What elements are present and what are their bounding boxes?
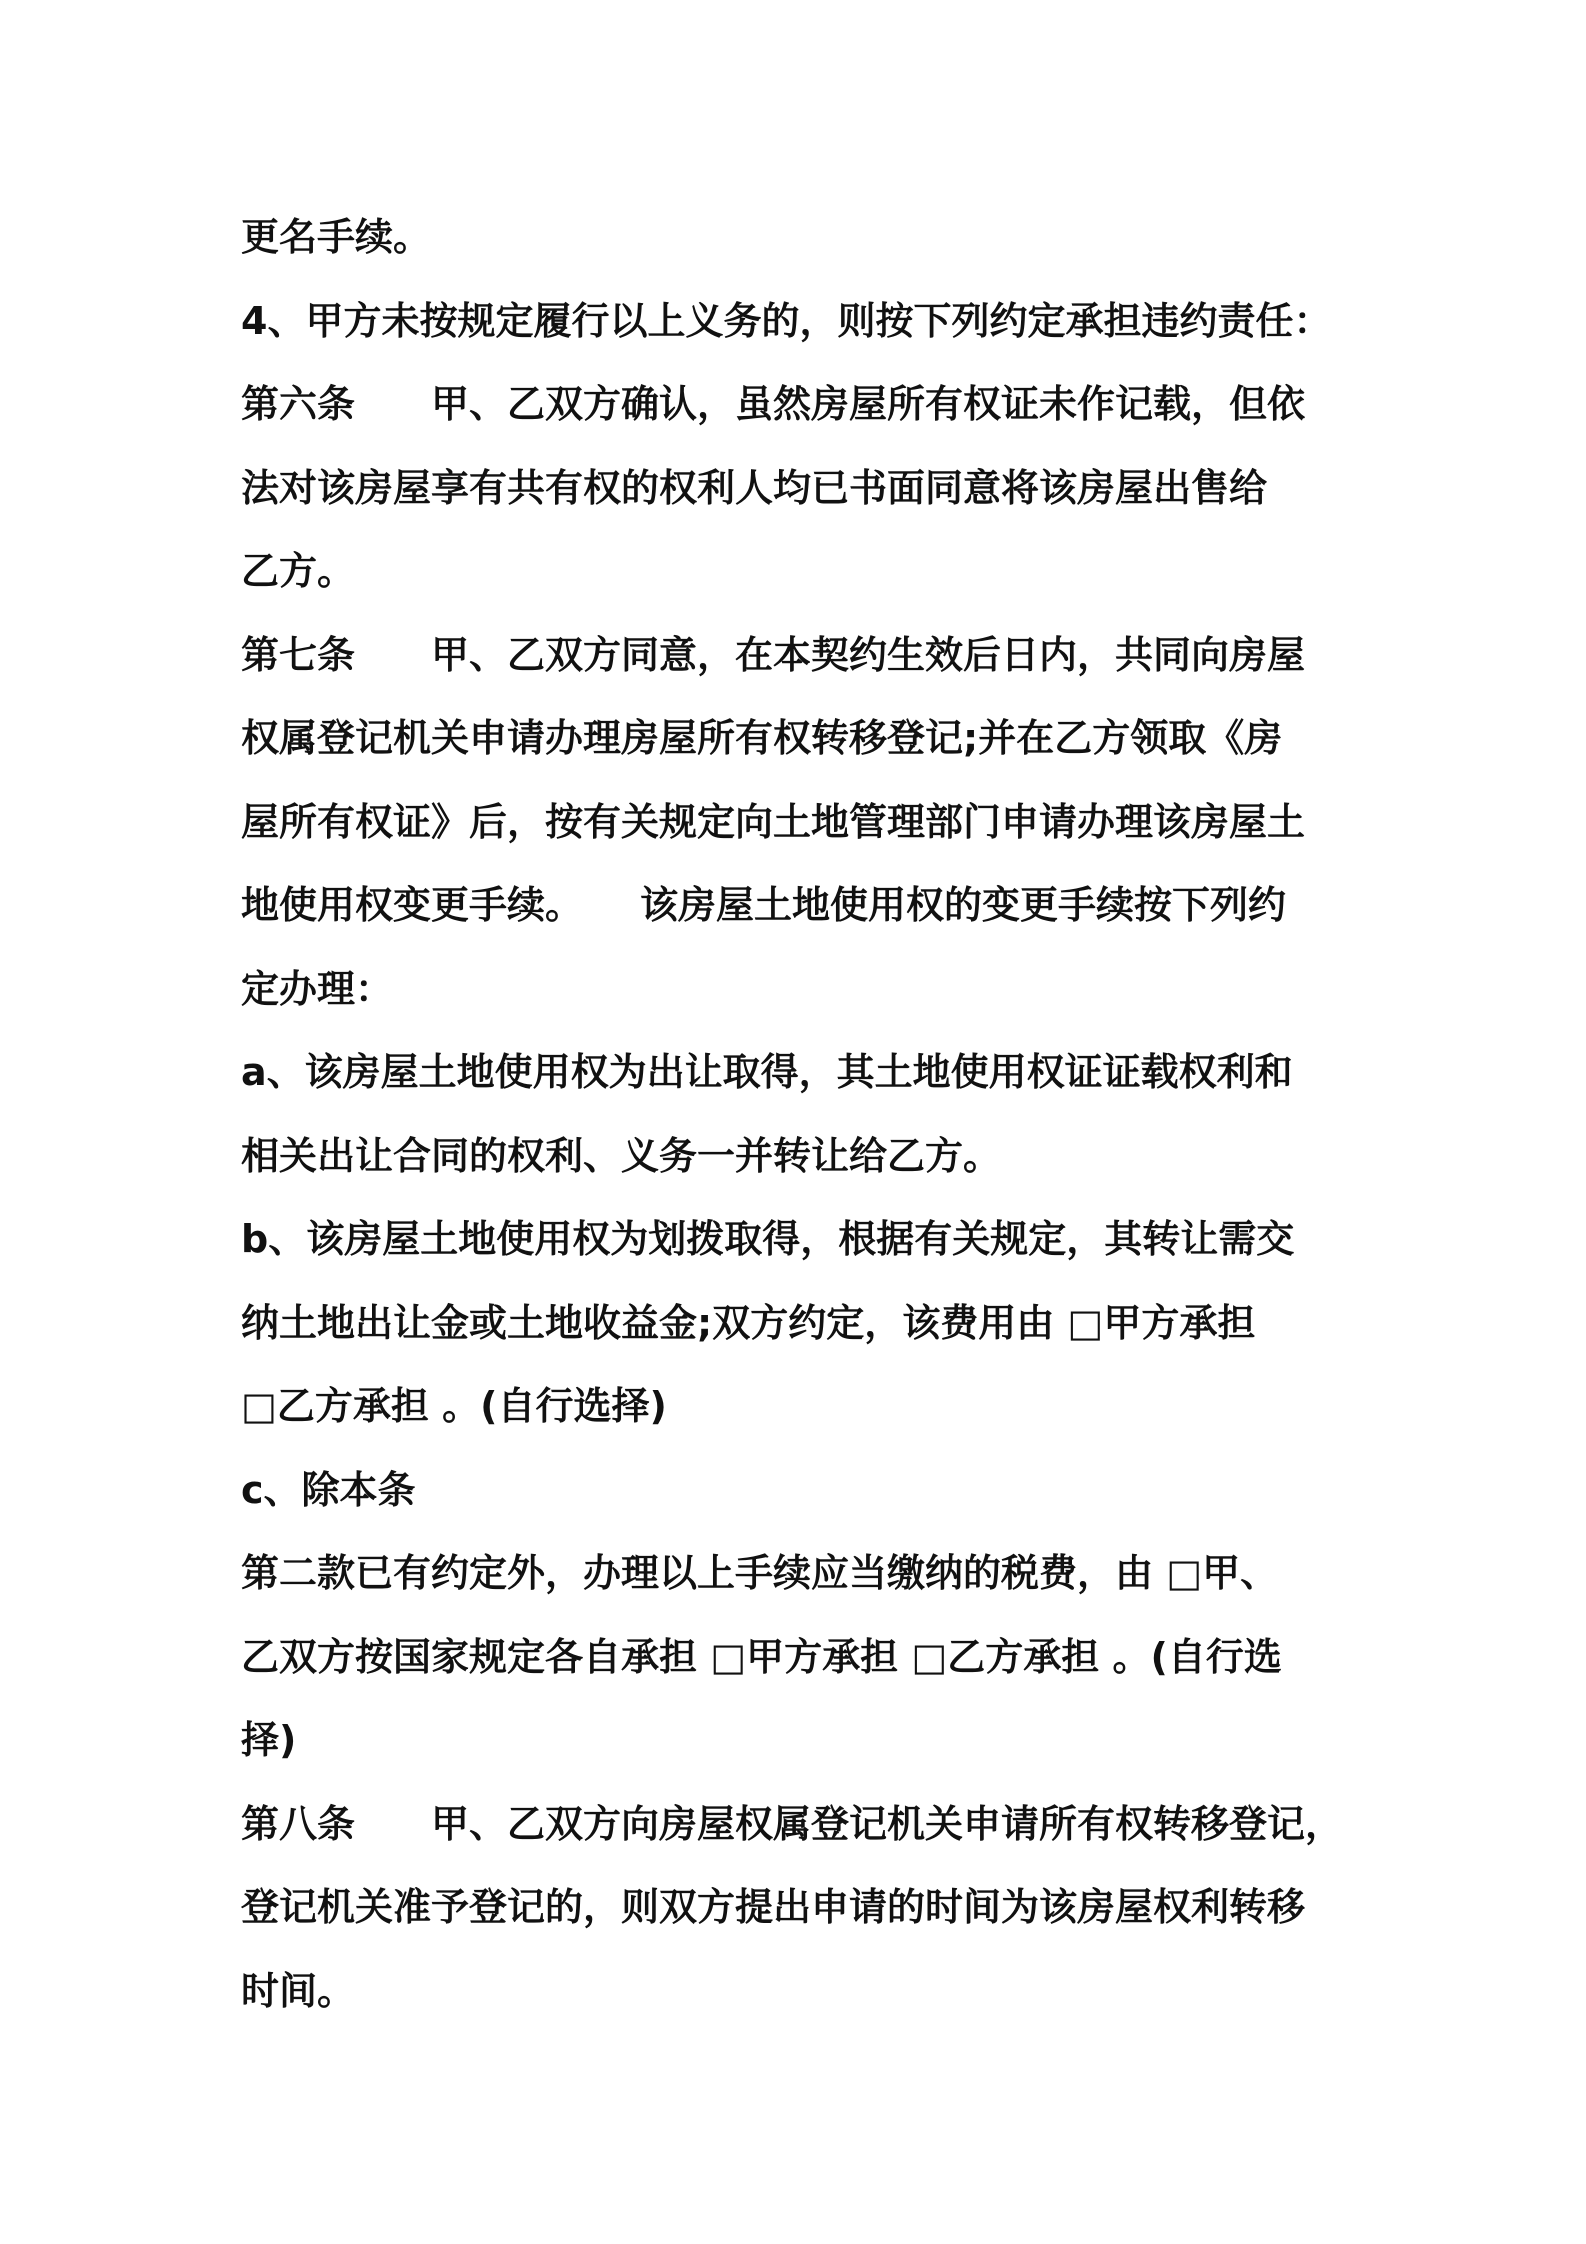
text-line: 登记机关准予登记的，则双方提出申请的时间为该房屋权利转移 — [241, 1885, 1306, 1929]
text-line: 乙方。 — [241, 549, 356, 593]
text-line: 屋所有权证》后，按有关规定向土地管理部门申请办理该房屋土 — [241, 799, 1306, 844]
text-line: □乙方承担 。(自行选择) — [241, 1384, 667, 1428]
text-line: 更名手续。 — [241, 215, 432, 259]
text-line: 定办理： — [241, 966, 394, 1011]
text-line: 第二款已有约定外，办理以上手续应当缴纳的税费，由 □甲、 — [241, 1551, 1279, 1595]
text-line: b、该房屋土地使用权为划拨取得，根据有关规定，其转让需交 — [241, 1217, 1295, 1261]
text-line: 4、甲方未按规定履行以上义务的，则按下列约定承担违约责任： — [241, 298, 1332, 343]
text-line: 第六条 甲、乙双方确认，虽然房屋所有权证未作记载，但依 — [241, 382, 1306, 426]
text-line: 第七条 甲、乙双方同意，在本契约生效后日内，共同向房屋 — [241, 632, 1306, 677]
text-line: a、该房屋土地使用权为出让取得，其土地使用权证证载权利和 — [241, 1050, 1293, 1094]
text-line: 地使用权变更手续。 该房屋土地使用权的变更手续按下列约 — [241, 883, 1287, 927]
text-line: 择) — [241, 1718, 297, 1762]
document-body — [241, 196, 1361, 2033]
text-line: 纳土地出让金或土地收益金;双方约定，该费用由 □甲方承担 — [241, 1300, 1256, 1345]
text-line: 第八条 甲、乙双方向房屋权属登记机关申请所有权转移登记， — [241, 1801, 1344, 1846]
text-line: 相关出让合同的权利、义务一并转让给乙方。 — [241, 1133, 1002, 1178]
text-line: 权属登记机关申请办理房屋所有权转移登记;并在乙方领取《房 — [241, 716, 1283, 760]
text-line: 时间。 — [241, 1968, 356, 2013]
text-line: c、除本条 — [241, 1467, 416, 1512]
text-line: 法对该房屋享有共有权的权利人均已书面同意将该房屋出售给 — [241, 465, 1268, 510]
text-line: 乙双方按国家规定各自承担 □甲方承担 □乙方承担 。(自行选 — [241, 1634, 1282, 1679]
